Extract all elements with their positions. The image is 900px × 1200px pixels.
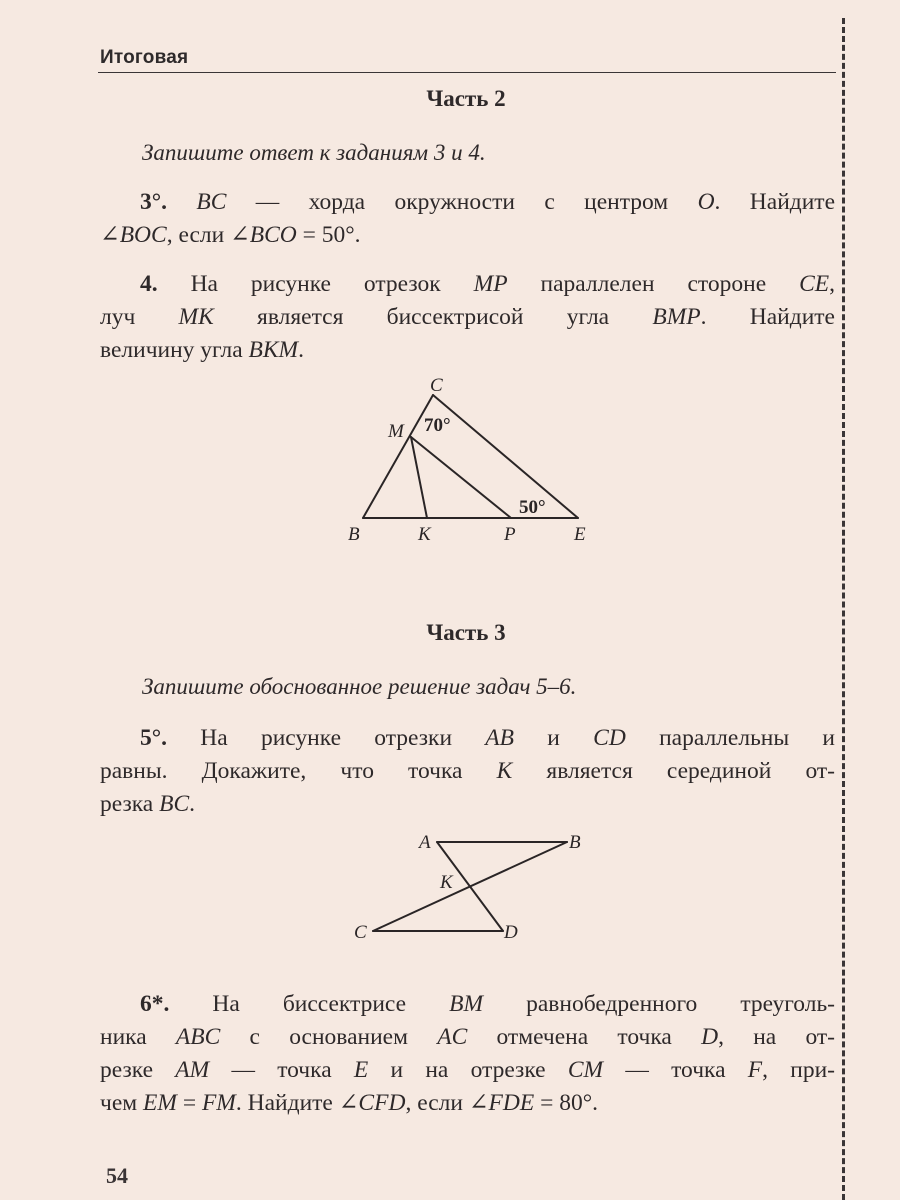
task-4-line-2	[100, 301, 835, 334]
math-term: CM	[567, 1057, 604, 1083]
text-span: резке	[100, 1057, 176, 1083]
text-span: На рисунке отрезки	[167, 725, 486, 751]
task-6-line-3	[100, 1054, 835, 1087]
math-term: BC	[196, 189, 227, 215]
math-term: BMP	[652, 304, 701, 330]
label-a: A	[419, 832, 431, 853]
text-span: параллелен стороне	[507, 271, 800, 297]
text-span: — точка	[603, 1057, 748, 1083]
text-span: параллельны и	[625, 725, 835, 751]
label-d: D	[504, 922, 518, 943]
label-m: M	[388, 421, 404, 442]
math-term: BM	[449, 991, 484, 1017]
math-term: E	[353, 1057, 369, 1083]
text-span: = 80°.	[534, 1090, 598, 1116]
task-number: 4.	[140, 271, 158, 297]
header-rule	[98, 72, 836, 73]
math-term: AB	[485, 725, 515, 751]
task-6-line-4	[100, 1087, 835, 1120]
text-span: .	[189, 791, 196, 817]
segment-bc	[373, 842, 567, 931]
label-k: K	[440, 872, 453, 893]
math-term: ABC	[175, 1024, 221, 1050]
cut-line-dashed	[842, 18, 845, 1200]
math-term: CE	[799, 271, 830, 297]
angle-label-70: 70°	[424, 415, 451, 436]
text-span: отмечена точка	[467, 1024, 702, 1050]
label-e: E	[574, 524, 586, 545]
page-number: 54	[106, 1163, 128, 1188]
text-span: . Найдите	[235, 1090, 339, 1116]
segment-ad	[437, 842, 503, 931]
part3-instruction: Запишите обоснованное решение задач 5–6.	[142, 674, 577, 699]
text-span: , если	[166, 222, 231, 248]
label-p: P	[504, 524, 516, 545]
text-span: На рисунке отрезок	[157, 271, 474, 297]
math-term: MP	[473, 271, 508, 297]
text-span: , при-	[762, 1057, 835, 1083]
segment-mk	[411, 437, 427, 518]
math-term: FM	[201, 1090, 236, 1116]
text-span: с основанием	[220, 1024, 438, 1050]
text-span: равнобедренного треуголь-	[483, 991, 835, 1017]
text-span: ника	[100, 1024, 176, 1050]
part3-title: Часть 3	[426, 620, 506, 645]
task-3-line-1	[100, 186, 835, 219]
text-span: . Найдите	[700, 304, 835, 330]
math-term: ∠BOC	[100, 222, 167, 248]
text-span: и на отрезке	[368, 1057, 568, 1083]
task-5-line-1	[100, 722, 835, 755]
math-term: D	[701, 1024, 719, 1050]
math-term: AM	[175, 1057, 210, 1083]
label-b: B	[348, 524, 360, 545]
text-span: ,	[829, 271, 835, 297]
label-b: B	[569, 832, 581, 853]
text-span: является биссектрисой угла	[213, 304, 653, 330]
angle-label-50: 50°	[519, 497, 546, 518]
task-5-line-2	[100, 755, 835, 788]
math-term: O	[697, 189, 715, 215]
math-term: CD	[593, 725, 626, 751]
text-span: На биссектрисе	[169, 991, 450, 1017]
task-3	[100, 186, 835, 252]
text-span: . Найдите	[714, 189, 836, 215]
math-term: ∠FDE	[468, 1090, 535, 1116]
text-span: луч	[100, 304, 179, 330]
part2-instruction: Запишите ответ к заданиям 3 и 4.	[142, 140, 486, 165]
text-span: величину угла	[100, 337, 249, 363]
text-span: резка	[100, 791, 160, 817]
task-6	[100, 988, 835, 1120]
running-head: Итоговая	[100, 47, 189, 68]
task-6-line-1	[100, 988, 835, 1021]
math-term: EM	[143, 1090, 177, 1116]
part2-title: Часть 2	[426, 86, 506, 111]
math-term: BC	[159, 791, 190, 817]
text-span: и	[514, 725, 594, 751]
text-span: = 50°.	[296, 222, 361, 248]
math-term: ∠CFD	[338, 1090, 406, 1116]
task-6-line-2	[100, 1021, 835, 1054]
math-term: F	[747, 1057, 763, 1083]
task-number: 5°.	[140, 725, 168, 751]
math-term: MK	[178, 304, 214, 330]
task-5	[100, 722, 835, 821]
label-k: K	[418, 524, 431, 545]
task-4-line-3	[100, 334, 835, 367]
text-span: является серединой от-	[512, 758, 835, 784]
side-ce	[433, 395, 578, 518]
side-bc	[363, 395, 433, 518]
task-3-line-2	[100, 219, 835, 252]
math-term: AC	[437, 1024, 468, 1050]
text-span: , если	[405, 1090, 469, 1116]
text-span: равны. Докажите, что точка	[100, 758, 497, 784]
math-term: BKM	[248, 337, 299, 363]
text-span: — хорда окружности с центром	[226, 189, 698, 215]
task-4	[100, 268, 835, 367]
task-4-line-1	[100, 268, 835, 301]
label-c: C	[354, 922, 367, 943]
math-term: K	[496, 758, 513, 784]
task-5-line-3	[100, 788, 835, 821]
text-span: =	[176, 1090, 202, 1116]
text-span: , на от-	[718, 1024, 835, 1050]
label-c: C	[430, 375, 443, 396]
text-span: — точка	[209, 1057, 354, 1083]
task-number: 3°.	[140, 189, 168, 215]
text-span: чем	[100, 1090, 143, 1116]
text-span: .	[298, 337, 305, 363]
math-term: ∠BCO	[230, 222, 297, 248]
segment-mp	[411, 437, 511, 518]
task-number: 6*.	[140, 991, 170, 1017]
